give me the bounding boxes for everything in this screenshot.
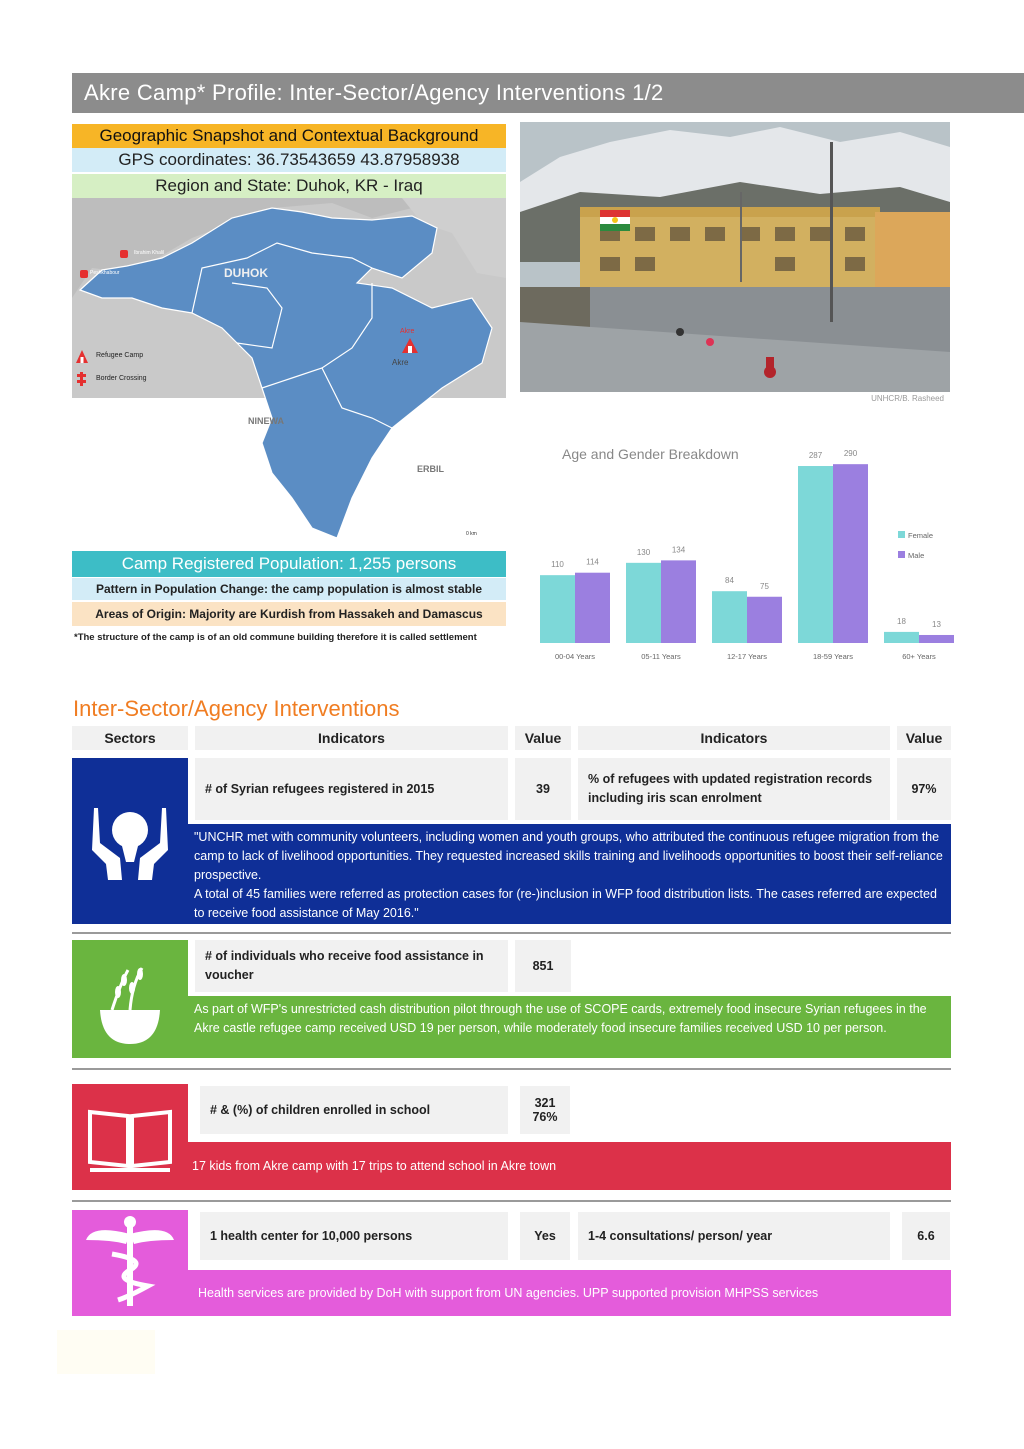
page-title: Akre Camp* Profile: Inter-Sector/Agency Interventions 1/2 — [84, 80, 664, 105]
row-divider — [72, 1200, 951, 1202]
health-indicator-2: 1-4 consultations/ person/ year — [578, 1212, 890, 1260]
data-label: 110 — [551, 560, 564, 570]
bar-male — [833, 464, 868, 643]
legend-crossing-label: Border Crossing — [96, 375, 147, 382]
chart-title: Age and Gender Breakdown — [562, 446, 739, 462]
col-indicators-2: Indicators — [578, 726, 890, 750]
food-indicator: # of individuals who receive food assistance in voucher — [195, 940, 508, 992]
protection-narrative — [188, 824, 951, 924]
row-divider — [72, 1068, 951, 1070]
caduceus-icon — [72, 1210, 188, 1316]
age-gender-chart — [520, 430, 970, 680]
map-label-ninewa: NINEWA — [248, 416, 284, 426]
border-crossing-icon — [74, 372, 90, 386]
data-label: 114 — [586, 557, 599, 567]
bar-female — [540, 575, 575, 643]
camp-population: Camp Registered Population: 1,255 persons — [72, 551, 506, 577]
bar-male — [919, 635, 954, 643]
data-label: 287 — [808, 451, 823, 461]
map-label-crossing2: Peshkhabour — [90, 270, 120, 276]
data-label: 130 — [636, 547, 651, 557]
map-label-crossing1: Ibrahim Khalil — [134, 250, 165, 256]
protection-sector — [72, 758, 188, 924]
health-value-2: 6.6 — [902, 1212, 950, 1260]
protection-indicator: # of Syrian refugees registered in 2015 — [195, 758, 508, 820]
photo-credit: UNHCR/B. Rasheed — [871, 394, 944, 403]
education-indicator: # & (%) of children enrolled in school — [200, 1086, 508, 1134]
region-state: Region and State: Duhok, KR - Iraq — [72, 174, 506, 198]
x-tick-label: 18-59 Years — [812, 652, 854, 661]
col-sectors: Sectors — [72, 726, 188, 750]
col-value-2: Value — [897, 726, 951, 750]
bar-female — [626, 563, 661, 643]
bar-male — [661, 560, 696, 643]
crossing-marker-icon — [80, 270, 88, 278]
x-tick-label: 00-04 Years — [554, 652, 596, 661]
legend-label: Female — [908, 531, 934, 540]
bar-male — [747, 597, 782, 643]
footer-box — [57, 1330, 155, 1374]
health-value: Yes — [520, 1212, 570, 1260]
education-narrative: 17 kids from Akre camp with 17 trips to attend school in Akre town — [186, 1142, 951, 1190]
col-indicators: Indicators — [195, 726, 508, 750]
settlement-note: *The structure of the camp is of an old commune building therefore it is called settlement — [74, 632, 477, 643]
title-bar — [72, 73, 1024, 113]
health-sector — [72, 1210, 188, 1316]
legend-label: Male — [908, 551, 925, 560]
chart-svg — [520, 430, 970, 680]
health-narrative: Health services are provided by DoH with support from UN agencies. UPP supported provision MHPSS services — [188, 1270, 951, 1316]
health-indicator: 1 health center for 10,000 persons — [200, 1212, 508, 1260]
map-label-erbil: ERBIL — [417, 464, 444, 474]
protection-narrative-2: A total of 45 families were referred as protection cases for (re-)inclusion in WFP food distribution lists. The cases referred are expected to receive food assistance of May 2016." — [194, 887, 937, 920]
location-map — [72, 198, 506, 548]
map-legend — [74, 348, 144, 369]
map-label-duhok: DUHOK — [224, 266, 268, 280]
protection-value: 39 — [515, 758, 571, 820]
food-narrative: As part of WFP's unrestricted cash distribution pilot through the use of SCOPE cards, extremely food insecure Syrian refugees in the Akre castle refugee camp received USD 19 per person, while moderately food insecure families received USD 10 per person. — [188, 996, 951, 1058]
snapshot-heading: Geographic Snapshot and Contextual Background — [72, 124, 506, 148]
data-label: 134 — [671, 545, 686, 555]
education-value-count: 321 — [534, 1096, 556, 1110]
data-label: 18 — [897, 616, 906, 626]
data-label: 84 — [725, 576, 734, 586]
protection-value-2: 97% — [897, 758, 951, 820]
gps-coordinates: GPS coordinates: 36.73543659 43.87958938 — [72, 148, 506, 172]
bar-male — [575, 573, 610, 643]
population-pattern: Pattern in Population Change: the camp population is almost stable — [72, 578, 506, 600]
education-sector — [72, 1084, 188, 1190]
bar-female — [884, 632, 919, 643]
open-book-icon — [72, 1084, 188, 1190]
data-label: 290 — [843, 449, 858, 459]
protection-narrative-1: "UNCHR met with community volunteers, including women and youth groups, who attributed the continuous refugee migration from the camp to lack of livelihood opportunities. They requested increased skills training and livelihoods opportunities to boost their self-reliance prospective. — [194, 830, 943, 882]
legend-swatch — [898, 531, 905, 538]
food-bowl-icon — [72, 940, 188, 1058]
education-value — [520, 1086, 570, 1134]
crossing-marker-icon — [120, 250, 128, 258]
food-sector — [72, 940, 188, 1058]
x-tick-label: 60+ Years — [902, 652, 936, 661]
x-tick-label: 12-17 Years — [726, 652, 768, 661]
legend-swatch — [898, 551, 905, 558]
protection-indicator-2: % of refugees with updated registration records including iris scan enrolment — [578, 758, 890, 820]
refugee-camp-icon — [74, 348, 90, 364]
row-divider — [72, 932, 951, 934]
protection-hands-icon — [72, 758, 188, 924]
food-value: 851 — [515, 940, 571, 992]
education-value-pct: 76% — [532, 1110, 558, 1124]
map-scale: 0 km — [466, 531, 477, 537]
bar-female — [712, 591, 747, 643]
areas-of-origin: Areas of Origin: Majority are Kurdish from Hassakeh and Damascus — [72, 602, 506, 626]
bar-female — [798, 466, 833, 643]
data-label: 13 — [932, 619, 941, 629]
x-tick-label: 05-11 Years — [641, 652, 681, 661]
interventions-heading: Inter-Sector/Agency Interventions — [73, 696, 400, 721]
map-label-akre-town: Akre — [392, 358, 409, 367]
data-label: 75 — [760, 581, 769, 591]
camp-photo — [520, 122, 950, 392]
map-label-akre-camp: Akre — [400, 328, 415, 335]
map-legend-crossing — [74, 372, 147, 391]
legend-camp-label: Refugee Camp — [96, 352, 144, 359]
col-value: Value — [515, 726, 571, 750]
